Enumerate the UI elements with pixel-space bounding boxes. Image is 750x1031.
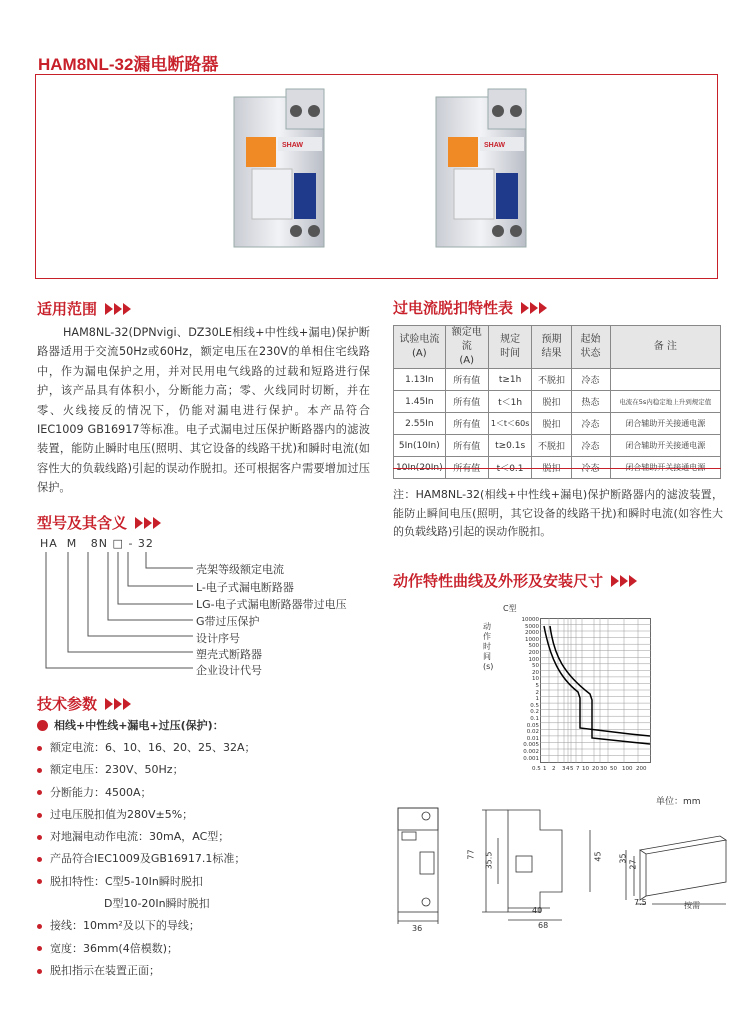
model-meaning-1: L-电子式漏电断路器 xyxy=(196,581,294,594)
cell: 冷态 xyxy=(571,457,610,479)
arrows-icon xyxy=(105,303,131,315)
applicable-heading: 适用范围 xyxy=(37,298,131,319)
unit-label: 单位：mm xyxy=(656,797,701,807)
overcurrent-note: 注：HAM8NL-32(相线+中性线+漏电)保护断路器内的滤波装置，能防止瞬间电压(照明，其它设备的线路干扰)和瞬时电流(如容性大的负载线路)引起的误动作脱扣。 xyxy=(393,488,723,538)
cell: 1.13In xyxy=(394,369,446,391)
dim-side-inner: 35.5 xyxy=(484,851,494,870)
cell: 不脱扣 xyxy=(532,369,571,391)
list-item: 对地漏电动作电流：30mA，AC型； xyxy=(34,826,364,848)
cell: 闭合辅助开关接通电源 xyxy=(610,413,720,435)
curve-y-ticks: 10000 5000 2000 1000 500 200 100 50 20 10 5 2 1 0.5 0.2 0.1 0.05 0.02 0.01 0.005 0.002 0.001 xyxy=(521,617,539,762)
cell: 脱扣 xyxy=(532,391,571,413)
dim-front-width: 36 xyxy=(412,924,423,933)
dim-side-bottom: 68 xyxy=(538,921,549,930)
cell: 脱扣 xyxy=(532,457,571,479)
breaker-left xyxy=(234,89,324,247)
cell: 电流在5s内稳定地上升到规定值 xyxy=(610,391,720,413)
tech-list xyxy=(34,737,364,982)
list-item: 接线：10mm²及以下的导线； xyxy=(34,915,364,937)
trip-curve-chart xyxy=(540,618,652,764)
list-item: 脱扣指示在装置正面； xyxy=(34,960,364,982)
breaker-right xyxy=(436,89,526,247)
cell: 所有值 xyxy=(445,457,488,479)
list-item: D型10-20In瞬时脱扣 xyxy=(104,897,210,911)
curve-title: C型 xyxy=(503,604,517,613)
svg-text:SHAW: SHAW xyxy=(282,142,303,149)
dim-side-height: 77 xyxy=(466,849,476,860)
dim-rail-h1: 35 xyxy=(618,853,628,864)
circle-arrow-icon xyxy=(37,720,48,731)
cell: 所有值 xyxy=(445,391,488,413)
rail-view xyxy=(626,836,726,904)
cell: 5In(10In) xyxy=(394,435,446,457)
cell: t＜1h xyxy=(488,391,532,413)
cell xyxy=(610,369,720,391)
model-meaning-2: LG-电子式漏电断路器带过电压 xyxy=(196,598,347,611)
column-header: 备 注 xyxy=(610,326,720,369)
table-row xyxy=(394,435,721,457)
svg-text:SHAW: SHAW xyxy=(484,142,505,149)
cell: t＜0.1 xyxy=(488,457,532,479)
model-meaning-6: 企业设计代号 xyxy=(196,664,262,677)
model-meaning-5: 塑壳式断路器 xyxy=(196,648,262,661)
cell: 不脱扣 xyxy=(532,435,571,457)
cell: 冷态 xyxy=(571,369,610,391)
cell: 冷态 xyxy=(571,413,610,435)
column-header: 起始 状态 xyxy=(571,326,610,369)
cell: 1.45In xyxy=(394,391,446,413)
page-title: HAM8NL-32漏电断路器 xyxy=(38,55,219,74)
cell: 闭合辅助开关接通电源 xyxy=(610,435,720,457)
column-header: 试验电流 (A) xyxy=(394,326,446,369)
list-item: 产品符合IEC1009及GB16917.1标准； xyxy=(34,848,364,870)
model-bracket-lines xyxy=(38,550,198,680)
cell: 脱扣 xyxy=(532,413,571,435)
overcurrent-heading: 过电流脱扣特性表 xyxy=(393,297,547,318)
curve-grid xyxy=(540,618,651,763)
dim-rail-h2: 27 xyxy=(628,859,638,870)
curve-upper xyxy=(544,626,650,736)
cell: 1＜t＜60s xyxy=(488,413,532,435)
list-item: 额定电压：230V、50Hz； xyxy=(34,759,364,781)
front-view xyxy=(398,808,438,924)
table-row xyxy=(394,369,721,391)
dim-rail-bottom: 7.5 xyxy=(634,898,647,907)
cell: 所有值 xyxy=(445,413,488,435)
arrows-icon xyxy=(105,698,131,710)
applicable-text: HAM8NL-32(DPNvigi、DZ30LE相线+中性线+漏电)保护断路器适用于交流50Hz或60Hz，额定电压在230V的单相住宅线路中，作为漏电保护之用，并对民用电气线路的过载和短路进行保护，该产品具有体积小，分断能力高；零、火线同时切断，并在零、火线接反的情况下，仍能对漏电进行保护。本产品符合IEC1009 GB16917等标准。电子式漏电过压保护断路器内的滤波装置，能防止瞬时电压(照明、其它设备的线路干扰)和瞬时电流(如容性大的负载线路)引起的误动作脱扣。还可根据客户需要增加过压保护。 xyxy=(37,326,370,495)
cell: 闭合辅助开关接通电源 xyxy=(610,457,720,479)
column-header: 额定电流 (A) xyxy=(445,326,488,369)
model-heading: 型号及其含义 xyxy=(37,512,161,533)
arrows-icon xyxy=(611,575,637,587)
cell: 热态 xyxy=(571,391,610,413)
curve-x-ticks: 0.5 1 2 3 4 5 7 10 20 30 50 100 200 xyxy=(532,766,647,772)
cell: t≥1h xyxy=(488,369,532,391)
list-item: 额定电流：6、10、16、20、25、32A； xyxy=(34,737,364,759)
tech-heading: 技术参数 xyxy=(37,693,131,714)
cell: t≥0.1s xyxy=(488,435,532,457)
cell: 所有值 xyxy=(445,369,488,391)
column-header: 预期 结果 xyxy=(532,326,571,369)
model-code: HA M 8N □ - 32 xyxy=(40,537,154,550)
list-item: 过电压脱扣值为280V±5%； xyxy=(34,804,364,826)
cell: 2.55In xyxy=(394,413,446,435)
column-header: 规定 时间 xyxy=(488,326,532,369)
list-item: 分断能力：4500A； xyxy=(34,782,364,804)
model-meaning-4: 设计序号 xyxy=(196,632,240,645)
curve-ylabel: 动作时间(s) xyxy=(483,622,494,671)
curve-heading: 动作特性曲线及外形及安装尺寸 xyxy=(393,570,637,591)
product-photo-frame xyxy=(35,74,718,279)
model-meaning-0: 壳架等级额定电流 xyxy=(196,563,284,576)
list-item: 脱扣特性：C型5-10In瞬时脱扣 xyxy=(34,871,364,893)
dim-rail-label: 按需 xyxy=(684,901,700,910)
tech-subheading: 相线+中性线+漏电+过压(保护)： xyxy=(37,717,224,733)
table-row xyxy=(394,413,721,435)
list-item: 宽度：36mm(4倍模数)； xyxy=(34,938,364,960)
table-bottom-rule xyxy=(393,468,721,469)
cell: 所有值 xyxy=(445,435,488,457)
dim-side-bottom-inner: 40 xyxy=(532,906,543,915)
arrows-icon xyxy=(521,302,547,314)
curve-lines xyxy=(544,626,650,744)
overcurrent-table xyxy=(393,325,721,479)
breaker-photo xyxy=(36,75,719,280)
side-view xyxy=(482,810,590,920)
arrows-icon xyxy=(135,517,161,529)
dim-side-right: 45 xyxy=(593,851,603,862)
dimension-drawings xyxy=(390,804,740,936)
cell: 10In(20In) xyxy=(394,457,446,479)
table-header-row xyxy=(394,326,721,369)
model-meaning-3: G带过压保护 xyxy=(196,615,260,628)
cell: 冷态 xyxy=(571,435,610,457)
table-row xyxy=(394,391,721,413)
